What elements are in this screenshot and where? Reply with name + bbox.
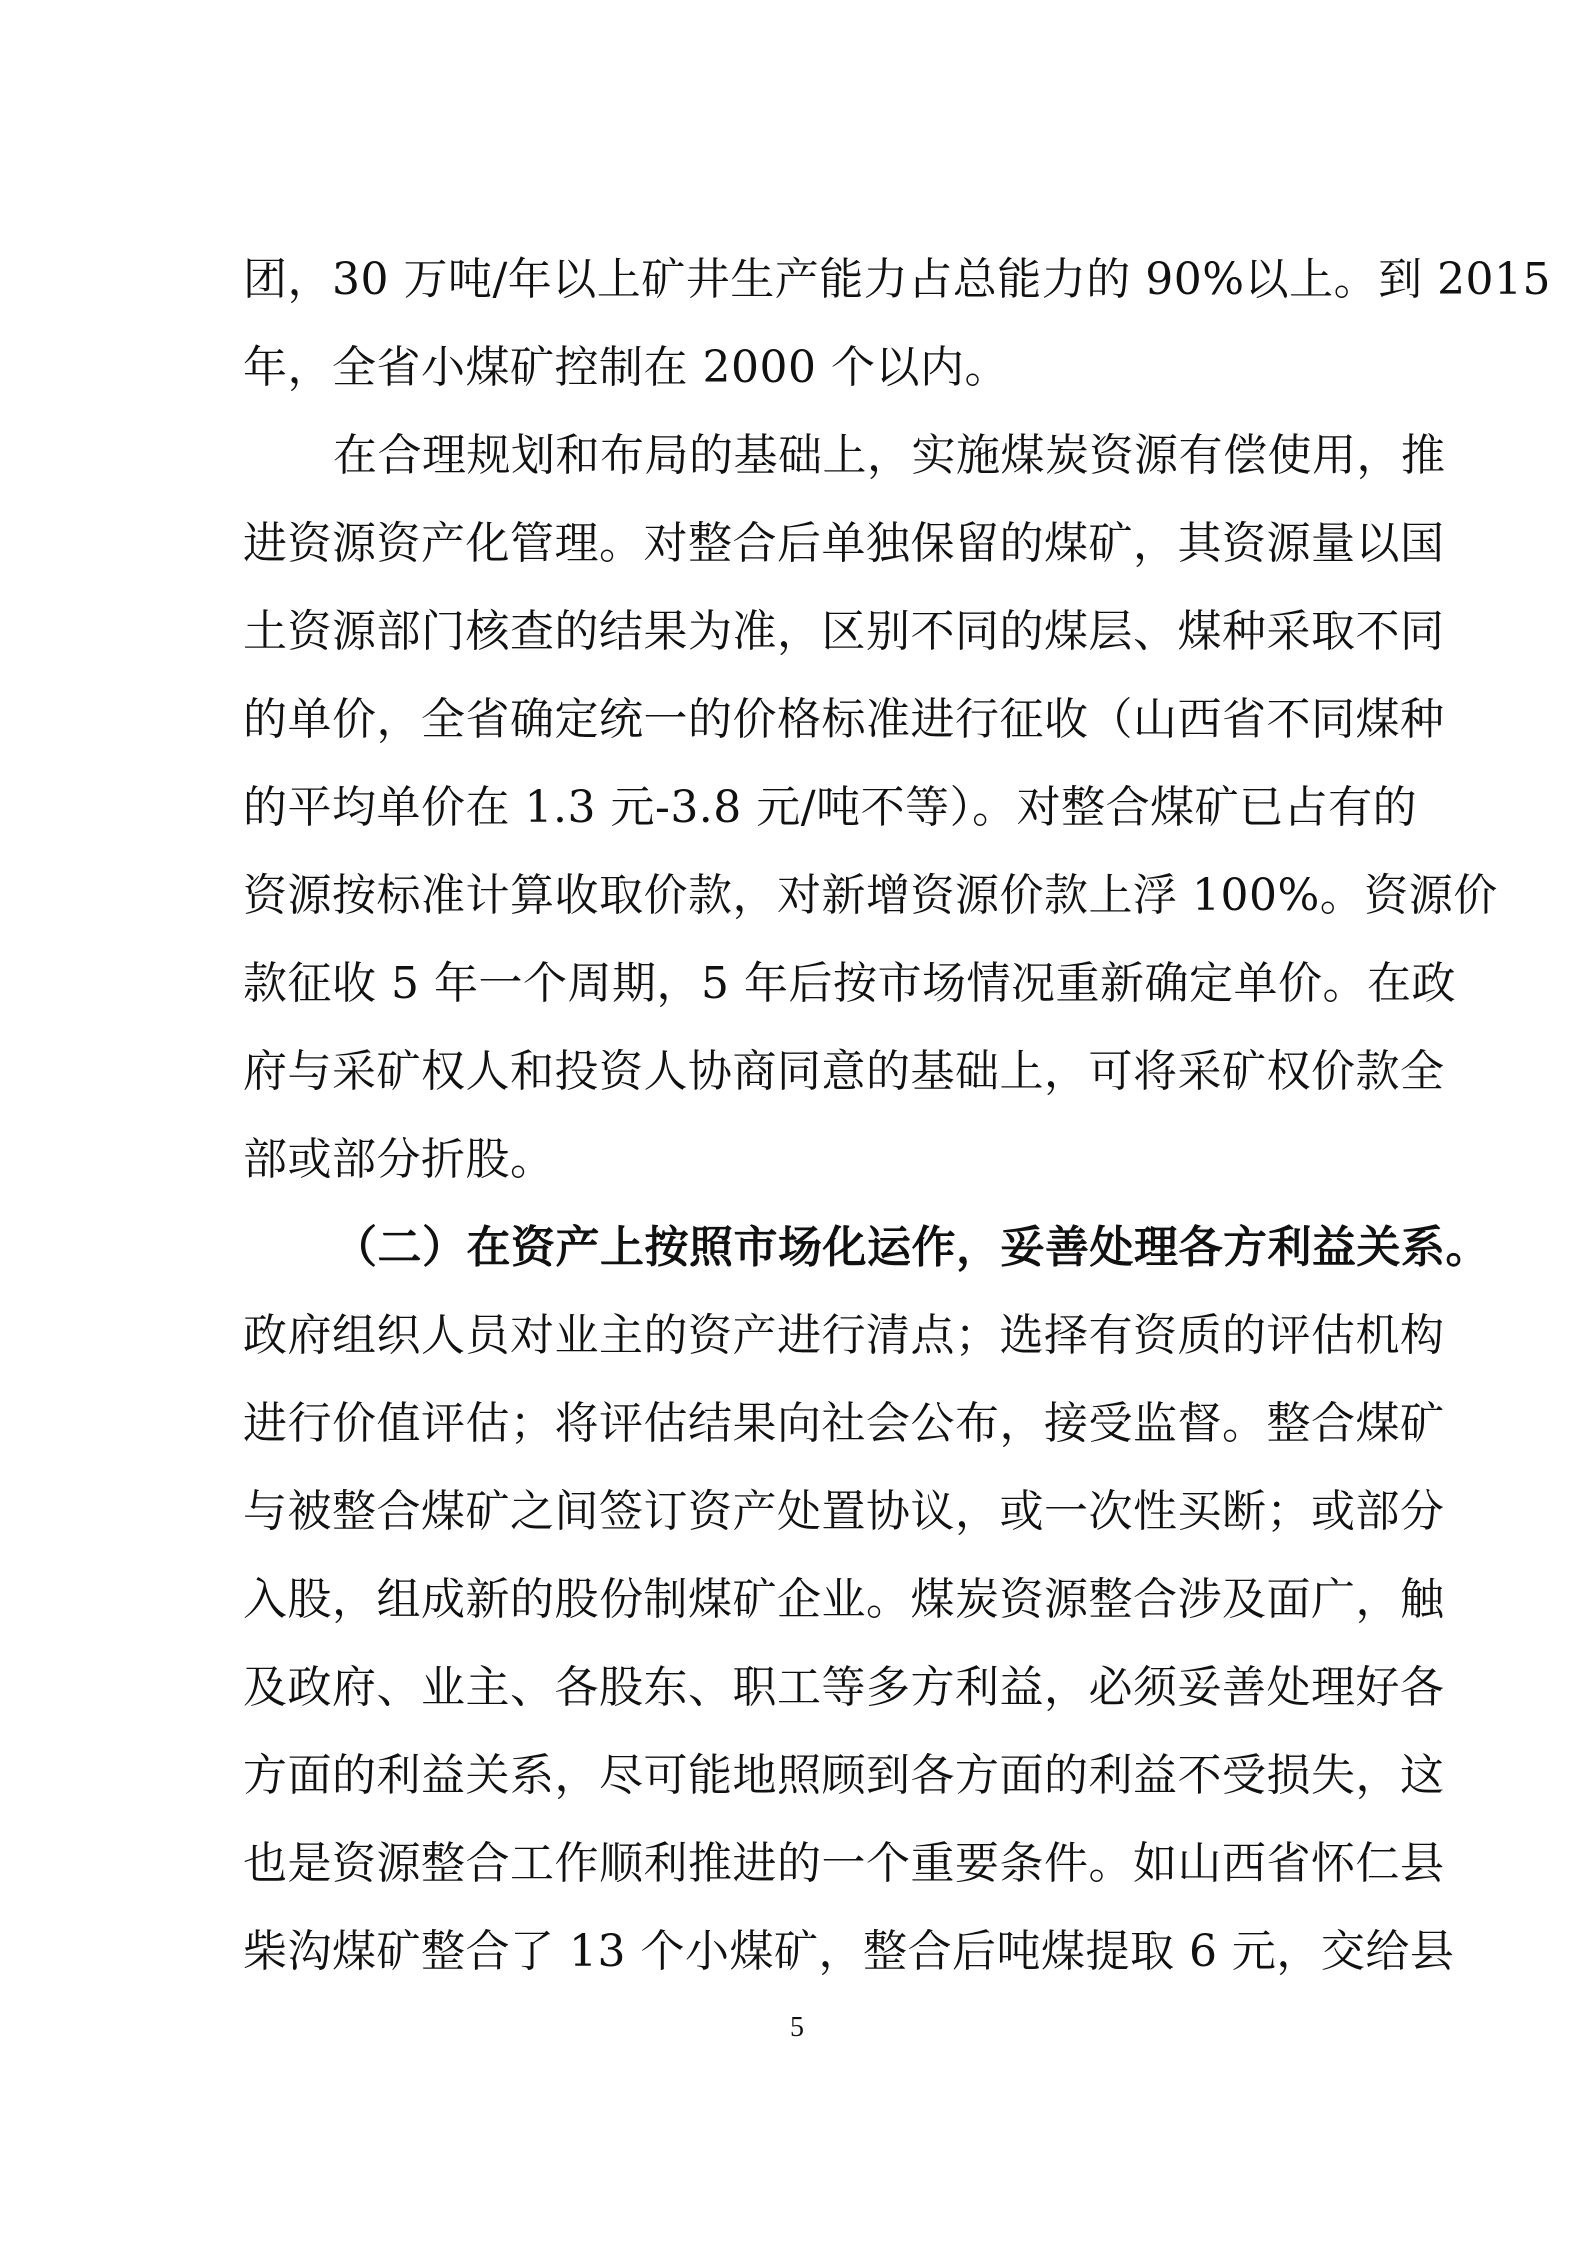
text-line: 与被整合煤矿之间签订资产处置协议，或一次性买断；或部分 [243, 1486, 1445, 1537]
text-line: 团，30 万吨/年以上矿井生产能力占总能力的 90%以上。到 2015 [243, 254, 1552, 305]
section-heading: （二）在资产上按照市场化运作，妥善处理各方利益关系。 [333, 1222, 1490, 1273]
text-line: 政府组织人员对业主的资产进行清点；选择有资质的评估机构 [243, 1310, 1445, 1361]
text-line: 部或部分折股。 [243, 1134, 555, 1185]
text-line: 入股，组成新的股份制煤矿企业。煤炭资源整合涉及面广，触 [243, 1574, 1445, 1625]
text-line: 也是资源整合工作顺利推进的一个重要条件。如山西省怀仁县 [243, 1838, 1445, 1889]
text-line: 及政府、业主、各股东、职工等多方利益，必须妥善处理好各 [243, 1662, 1445, 1713]
text-line: 柴沟煤矿整合了 13 个小煤矿，整合后吨煤提取 6 元，交给县 [243, 1926, 1455, 1977]
text-line: 资源按标准计算收取价款，对新增资源价款上浮 100%。资源价 [243, 870, 1498, 921]
body-text [243, 236, 1552, 1996]
page-number: 5 [790, 2012, 804, 2043]
text-line: 的平均单价在 1.3 元-3.8 元/吨不等）。对整合煤矿已占有的 [243, 782, 1418, 833]
text-line: 年，全省小煤矿控制在 2000 个以内。 [243, 342, 1009, 393]
paragraph-start-line: 在合理规划和布局的基础上，实施煤炭资源有偿使用，推 [333, 430, 1446, 481]
text-line: 方面的利益关系，尽可能地照顾到各方面的利益不受损失，这 [243, 1750, 1445, 1801]
text-line: 土资源部门核查的结果为准，区别不同的煤层、煤种采取不同 [243, 606, 1445, 657]
text-line: 进行价值评估；将评估结果向社会公布，接受监督。整合煤矿 [243, 1398, 1445, 1449]
text-line: 进资源资产化管理。对整合后单独保留的煤矿，其资源量以国 [243, 518, 1445, 569]
text-line: 府与采矿权人和投资人协商同意的基础上，可将采矿权价款全 [243, 1046, 1445, 1097]
text-line: 款征收 5 年一个周期，5 年后按市场情况重新确定单价。在政 [243, 958, 1456, 1009]
text-line: 的单价，全省确定统一的价格标准进行征收（山西省不同煤种 [243, 694, 1445, 745]
